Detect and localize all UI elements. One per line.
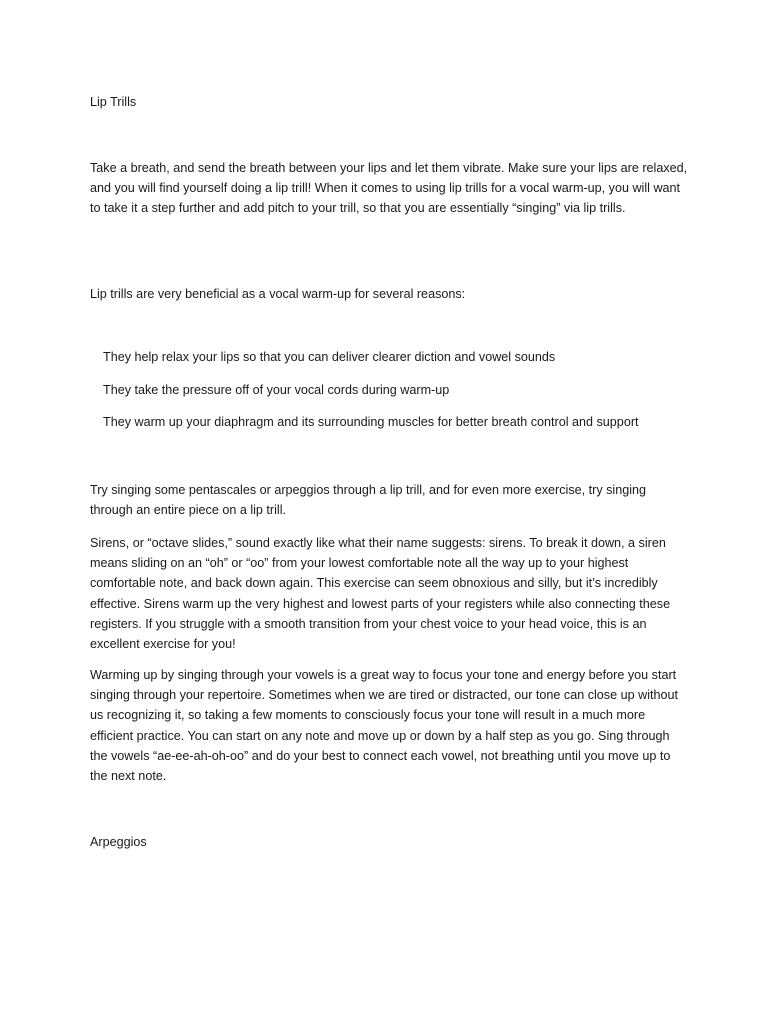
paragraph-sirens: Sirens, or “octave slides,” sound exactly like what their name suggests: sirens. To break it down, a siren means sliding on an “oh” or “oo” from your lowest comfortable note all the way up to your highest comfortable note, and back down again. This exercise can seem obnoxious and silly, but it’s incredibly effective. Sirens warm up the very highest and lowest parts of your registers while also connecting these registers. If you struggle with a smooth transition from your chest voice to your head voice, this is an excellent exercise for you! [90, 536, 671, 652]
paragraph-lip-trills-benefits: Lip trills are very beneficial as a vocal warm-up for several reasons: [90, 287, 466, 301]
paragraph-pentascales: Try singing some pentascales or arpeggios through a lip trill, and for even more exercise, try singing through an entire piece on a lip trill. [90, 483, 647, 518]
document-page [90, 0, 690, 1024]
list-item: They take the pressure off of your vocal cords during warm-up [103, 382, 450, 397]
list-item: They warm up your diaphragm and its surrounding muscles for better breath control and support [103, 415, 639, 430]
list-item: They help relax your lips so that you can deliver clearer diction and vowel sounds [103, 350, 556, 364]
benefits-list [90, 347, 690, 445]
paragraph-lip-trills-intro: Take a breath, and send the breath between your lips and let them vibrate. Make sure your lips are relaxed, and you will find yourself doing a lip trill! When it comes to using lip trills for a vocal warm-up, you will want to take it a step further and add pitch to your trill, so that you are essentially “singing” via lip trills. [90, 161, 688, 216]
paragraph-vowels: Warming up by singing through your vowels is a great way to focus your tone and energy before you start singing through your repertoire. Sometimes when we are tired or distracted, our tone can close up without us recognizing it, so taking a few moments to consciously focus your tone will result in a much more efficient practice. You can start on any note and move up or down by a half step as you go. Sing through the vowels “ae-ee-ah-oh-oo” and do your best to connect each vowel, not breathing until you move up to the next note. [90, 668, 679, 784]
section-heading-lip-trills: Lip Trills [90, 95, 137, 109]
section-heading-arpeggios: Arpeggios [90, 835, 147, 849]
